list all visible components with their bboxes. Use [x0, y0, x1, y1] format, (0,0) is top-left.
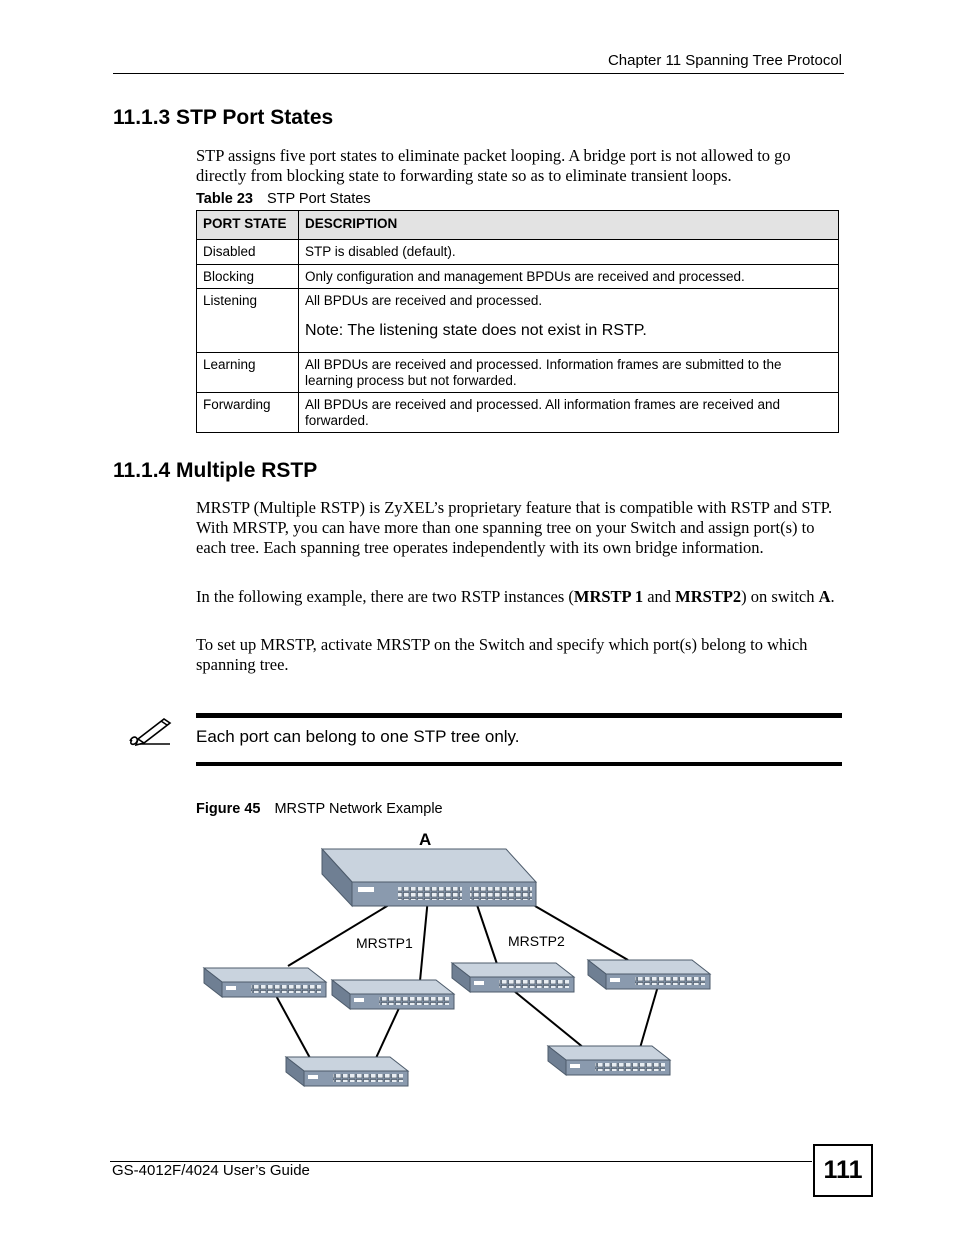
- stp-port-states-table: [196, 210, 839, 433]
- table-row: [197, 264, 839, 289]
- table-cell-state: Blocking: [197, 264, 299, 289]
- table-cell-state: Listening: [197, 289, 299, 353]
- table-row: [197, 393, 839, 433]
- table-cell-description: All BPDUs are received and processed. All information frames are received and forwarded.: [299, 393, 839, 433]
- switch-5-icon: [286, 1057, 408, 1086]
- table-row: [197, 353, 839, 393]
- p2-text: In the following example, there are two RSTP instances (: [196, 587, 574, 606]
- link-switch-1-to-switch-5: [274, 992, 310, 1058]
- table-header-description: DESCRIPTION: [299, 211, 839, 240]
- mrstp2-label: MRSTP2: [508, 933, 565, 949]
- p2-bold-mrstp1: MRSTP 1: [573, 587, 644, 606]
- table-caption-title: STP Port States: [266, 191, 371, 207]
- mrstp-network-figure: [200, 826, 716, 1092]
- switch-2-icon: [332, 980, 454, 1009]
- mrstp-paragraph-2: [196, 587, 844, 607]
- switch-4-icon: [588, 960, 710, 989]
- table-cell-note: Note: The listening state does not exist in RSTP.: [305, 321, 647, 339]
- footer-guide-title: GS-4012F/4024 User’s Guide: [112, 1162, 310, 1179]
- link-switch-4-to-switch-6: [640, 986, 658, 1048]
- figure-caption-title: MRSTP Network Example: [274, 801, 443, 817]
- note-bottom-rule: [196, 762, 842, 766]
- table-header-port-state: PORT STATE: [197, 211, 299, 240]
- table-header-row: [197, 211, 839, 240]
- table-cell-state: Learning: [197, 353, 299, 393]
- link-switch-2-to-switch-5: [376, 1006, 400, 1058]
- p2-bold-mrstp2: MRSTP2: [675, 587, 742, 606]
- table-row: [197, 240, 839, 265]
- main-switch-a-icon: [322, 849, 536, 906]
- link-switch-3-to-switch-6: [514, 991, 584, 1048]
- switch-3-icon: [452, 963, 574, 992]
- table-cell-description: All BPDUs are received and processed. Information frames are submitted to the learning process but not forwarded.: [299, 353, 839, 393]
- link-a-to-switch-2: [420, 898, 428, 981]
- note-top-rule: [196, 713, 842, 718]
- table-cell-description-text: All BPDUs are received and processed.: [305, 293, 543, 308]
- p2-text: .: [830, 587, 835, 606]
- table-cell-description: [299, 289, 839, 353]
- switch-1-icon: [204, 968, 326, 997]
- switch-6-icon: [548, 1046, 670, 1075]
- table-cell-state: Disabled: [197, 240, 299, 265]
- table-row: [197, 289, 839, 353]
- section-title-stp-port-states: 11.1.3 STP Port States: [113, 106, 334, 129]
- section-intro: STP assigns five port states to eliminate packet looping. A bridge port is not allowed to go directly from blocking state to forwarding state so as to eliminate transient loops.: [196, 146, 791, 185]
- figure-caption: [196, 801, 443, 817]
- header-rule: [113, 73, 844, 74]
- pencil-note-icon: [126, 713, 174, 749]
- page-number: 111: [813, 1144, 873, 1197]
- mrstp-paragraph-3: To set up MRSTP, activate MRSTP on the Switch and specify which port(s) belong to which spanning tree.: [196, 635, 808, 674]
- table-caption: [196, 191, 371, 207]
- table-cell-description: Only configuration and management BPDUs are received and processed.: [299, 264, 839, 289]
- mrstp1-label: MRSTP1: [356, 935, 413, 951]
- section-title-multiple-rstp: 11.1.4 Multiple RSTP: [113, 459, 318, 482]
- table-cell-state: Forwarding: [197, 393, 299, 433]
- table-caption-label: Table 23: [196, 191, 253, 207]
- mrstp-paragraph-1: MRSTP (Multiple RSTP) is ZyXEL’s proprietary feature that is compatible with RSTP and STP. With MRSTP, you can have more than one spanning tree on your Switch and assign port(s) to each tree. Each spanning tree operates independently with its own bridge information.: [196, 498, 833, 557]
- figure-caption-label: Figure 45: [196, 801, 261, 817]
- chapter-header: Chapter 11 Spanning Tree Protocol: [607, 52, 842, 69]
- table-cell-description: STP is disabled (default).: [299, 240, 839, 265]
- switch-a-label: A: [419, 830, 432, 849]
- note-text: Each port can belong to one STP tree only.: [196, 727, 520, 746]
- p2-text: ) on switch: [741, 587, 819, 606]
- p2-text: and: [643, 587, 676, 606]
- p2-bold-switch-a: A: [818, 587, 831, 606]
